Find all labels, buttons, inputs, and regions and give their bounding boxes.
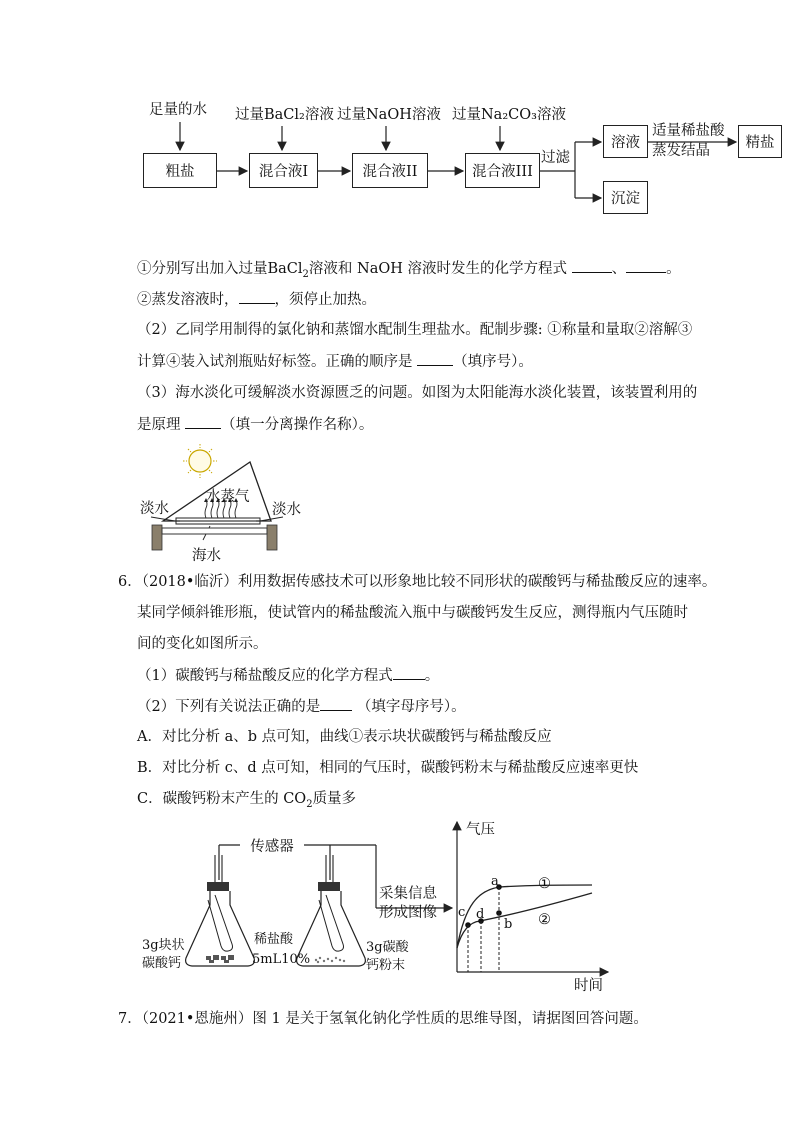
p6-sub2-suffix: （填字母序号）。 [356, 699, 466, 715]
q1a-sep: 、 [611, 261, 627, 277]
label-hcl-1: 稀盐酸 [254, 932, 294, 947]
problem-6-line2: 某同学倾斜锥形瓶，使试管内的稀盐酸流入瓶中与碳酸钙发生反应，测得瓶内气压随时 [137, 605, 688, 621]
question-2-line1: （2）乙同学用制得的氯化钠和蒸馏水配制生理盐水。配制步骤: ①称量和量取②溶解③ [137, 322, 693, 338]
label-sea-water: 海水 [192, 548, 221, 564]
opt-c-suffix: 质量多 [312, 791, 357, 807]
q1a-suffix: 溶液和 NaOH 溶液时发生的化学方程式 [308, 261, 568, 277]
box-mixture-2: 混合液II [352, 153, 428, 188]
label-evaporate: 蒸发结晶 [652, 143, 710, 159]
q1a-prefix: ①分别写出加入过量BaCl [137, 261, 303, 277]
option-a: A．对比分析 a、b 点可知，曲线①表示块状碳酸钙与稀盐酸反应 [137, 729, 552, 745]
opt-c-prefix: C．碳酸钙粉末产生的 CO [137, 791, 307, 807]
label-sensor: 传感器 [240, 834, 304, 856]
label-add-water: 足量的水 [149, 102, 207, 118]
point-c-label: c [458, 905, 466, 920]
curve-2-label: ② [538, 912, 551, 928]
box-solution: 溶液 [603, 125, 648, 158]
q1b-prefix: ②蒸发溶液时， [137, 292, 239, 308]
curve-1-label: ① [538, 876, 551, 892]
question-3-line1: （3）海水淡化可缓解淡水资源匮乏的问题。如图为太阳能海水淡化装置，该装置利用的 [137, 385, 698, 401]
label-lump-caco3-2: 碳酸钙 [142, 956, 182, 971]
graph-y-label: 气压 [466, 822, 495, 838]
label-add-na2co3: 过量Na₂CO₃溶液 [452, 107, 566, 123]
q2-prefix: 计算④装入试剂瓶贴好标签。正确的顺序是 [137, 354, 413, 370]
box-mixture-1: 混合液I [249, 153, 318, 188]
problem-6-line3: 间的变化如图所示。 [137, 636, 268, 652]
option-b: B．对比分析 c、d 点可知，相同的气压时，碳酸钙粉末与稀盐酸反应速率更快 [137, 760, 639, 776]
q2-suffix: （填序号）。 [453, 354, 533, 370]
label-form-image: 形成图像 [379, 905, 437, 921]
box-mixture-3: 混合液III [465, 153, 540, 188]
p6-sub1-prefix: （1）碳酸钙与稀盐酸反应的化学方程式 [137, 668, 393, 684]
label-acid: 适量稀盐酸 [652, 123, 725, 139]
point-b-label: b [504, 917, 513, 932]
p6-sub1-suffix: 。 [424, 668, 440, 684]
label-fresh-water-left: 淡水 [140, 501, 169, 517]
label-lump-caco3-1: 3g块状 [142, 938, 185, 953]
box-refined-salt: 精盐 [738, 125, 782, 158]
pressure-graph [457, 822, 608, 972]
problem-7-line1: 7．（2021•恩施州）图 1 是关于氢氧化钠化学性质的思维导图，请据图回答问题。 [118, 1011, 648, 1027]
p6-sub2-prefix: （2）下列有关说法正确的是 [137, 699, 321, 715]
box-crude-salt: 粗盐 [143, 153, 217, 188]
graph-x-label: 时间 [574, 978, 603, 994]
q3-suffix: （填一分离操作名称）。 [221, 417, 374, 433]
problem-6-line1: 6．（2018•临沂）利用数据传感技术可以形象地比较不同形状的碳酸钙与稀盐酸反应的速率。 [118, 574, 717, 590]
label-add-bacl2: 过量BaCl₂溶液 [235, 107, 334, 123]
opt-c-sub: 2 [306, 798, 313, 810]
q1a-sub: 2 [302, 268, 309, 280]
label-water-vapor: 水蒸气 [206, 489, 250, 505]
label-powder-caco3-2: 钙粉末 [366, 958, 406, 973]
label-powder-caco3-1: 3g碳酸 [366, 940, 409, 955]
label-hcl-2: 5mL10% [252, 952, 311, 967]
point-a-label: a [491, 874, 499, 889]
label-add-naoh: 过量NaOH溶液 [337, 107, 441, 123]
q1b-suffix: ，须停止加热。 [274, 292, 376, 308]
q3-prefix: 是原理 [137, 417, 181, 433]
box-precipitate: 沉淀 [603, 181, 648, 214]
point-d-label: d [476, 907, 485, 922]
label-filter: 过滤 [541, 150, 570, 166]
label-collect-info: 采集信息 [379, 886, 437, 902]
left-flask [186, 855, 255, 966]
label-fresh-water-right: 淡水 [272, 502, 301, 518]
q1a-end: 。 [666, 261, 681, 277]
